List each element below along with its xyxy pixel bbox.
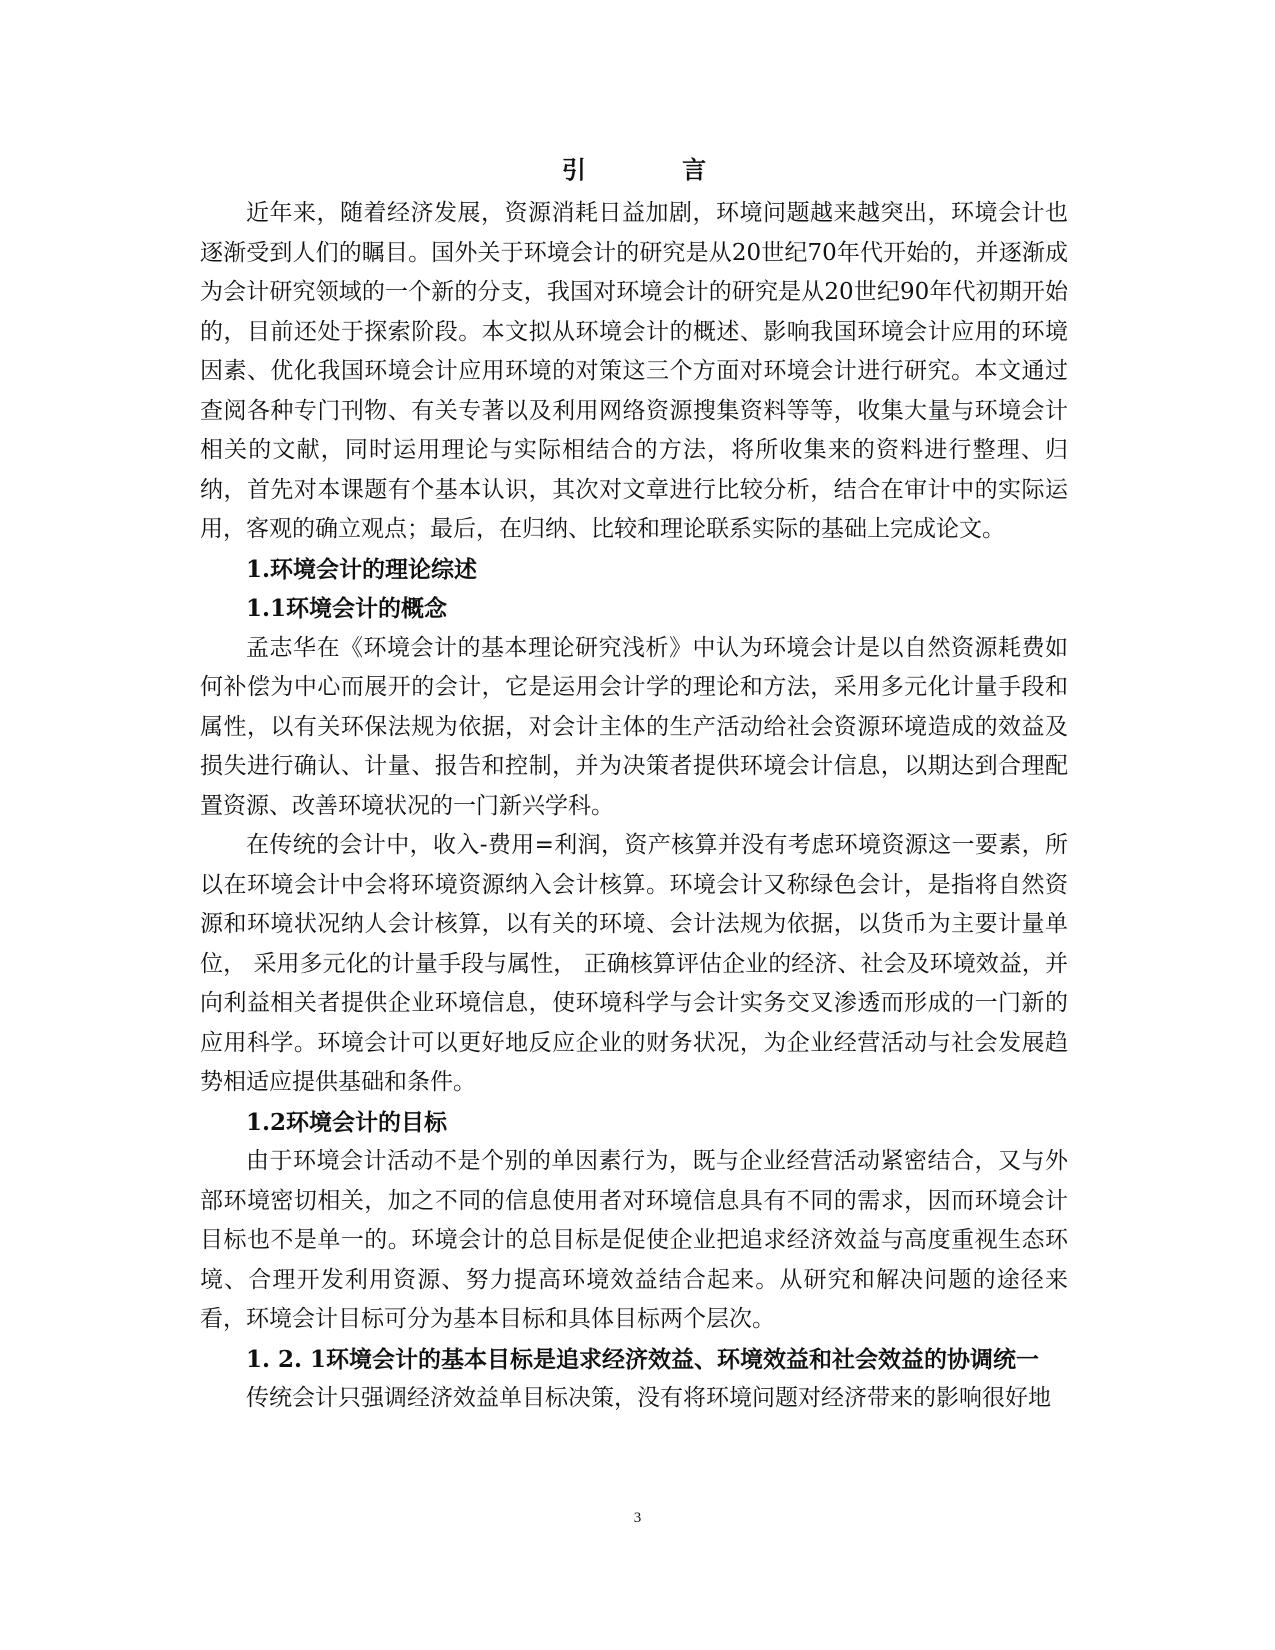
paragraph-1-1-b: 在传统的会计中，收入-费用=利润，资产核算并没有考虑环境资源这一要素，所以在环境会计中会将环境资源纳入会计核算。环境会计又称绿色会计，是指将自然资源和环境状况纳人会计核算，以有关的环境、会计法规为依据，以货币为主要计量单位， 采用多元化的计量手段与属性， 正确核算评估企业的经济、社会及环境效益，并向利益相关者提供企业环境信息，使环境科学与会计实务交叉渗透而形成的一门新的应用科学。环境会计可以更好地反应企业的财务状况，为企业经营活动与社会发展趋势相适应提供基础和条件。	[200, 832, 1068, 1095]
section-heading-1-1: 1.1环境会计的概念	[246, 595, 448, 622]
section-heading-1: 1.环境会计的理论综述	[246, 555, 478, 583]
section-heading-1-2: 1.2环境会计的目标	[246, 1108, 448, 1136]
paragraph-1-2-1: 传统会计只强调经济效益单目标决策，没有将环境问题对经济带来的影响很好地	[246, 1385, 1051, 1411]
document-page	[200, 150, 1068, 1419]
intro-paragraph: 近年来，随着经济发展，资源消耗日益加剧，环境问题越来越突出，环境会计也逐渐受到人们的瞩目。国外关于环境会计的研究是从20世纪70年代开始的，并逐渐成为会计研究领域的一个新的分支，我国对环境会计的研究是从20世纪90年代初期开始的，目前还处于探索阶段。本文拟从环境会计的概述、影响我国环境会计应用的环境因素、优化我国环境会计应用环境的对策这三个方面对环境会计进行研究。本文通过查阅各种专门刊物、有关专著以及利用网络资源搜集资料等等，收集大量与环境会计相关的文献，同时运用理论与实际相结合的方法，将所收集来的资料进行整理、归纳，首先对本课题有个基本认识，其次对文章进行比较分析，结合在审计中的实际运用，客观的确立观点；最后，在归纳、比较和理论联系实际的基础上完成论文。	[200, 200, 1068, 542]
paragraph-1-2: 由于环境会计活动不是个别的单因素行为，既与企业经营活动紧密结合，又与外部环境密切相关，加之不同的信息使用者对环境信息具有不同的需求，因而环境会计目标也不是单一的。环境会计的总目标是促使企业把追求经济效益与高度重视生态环境、合理开发利用资源、努力提高环境效益结合起来。从研究和解决问题的途径来看，环境会计目标可分为基本目标和具体目标两个层次。	[200, 1148, 1068, 1332]
page-title: 引 言	[561, 155, 751, 184]
paragraph-1-1-a: 孟志华在《环境会计的基本理论研究浅析》中认为环境会计是以自然资源耗费如何补偿为中心而展开的会计，它是运用会计学的理论和方法，采用多元化计量手段和属性，以有关环保法规为依据，对会计主体的生产活动给社会资源环境造成的效益及损失进行确认、计量、报告和控制，并为决策者提供环境会计信息，以期达到合理配置资源、改善环境状况的一门新兴学科。	[200, 634, 1068, 819]
page-number: 3	[633, 1510, 642, 1526]
section-heading-1-2-1: 1. 2. 1环境会计的基本目标是追求经济效益、环境效益和社会效益的协调统一	[246, 1345, 1040, 1373]
